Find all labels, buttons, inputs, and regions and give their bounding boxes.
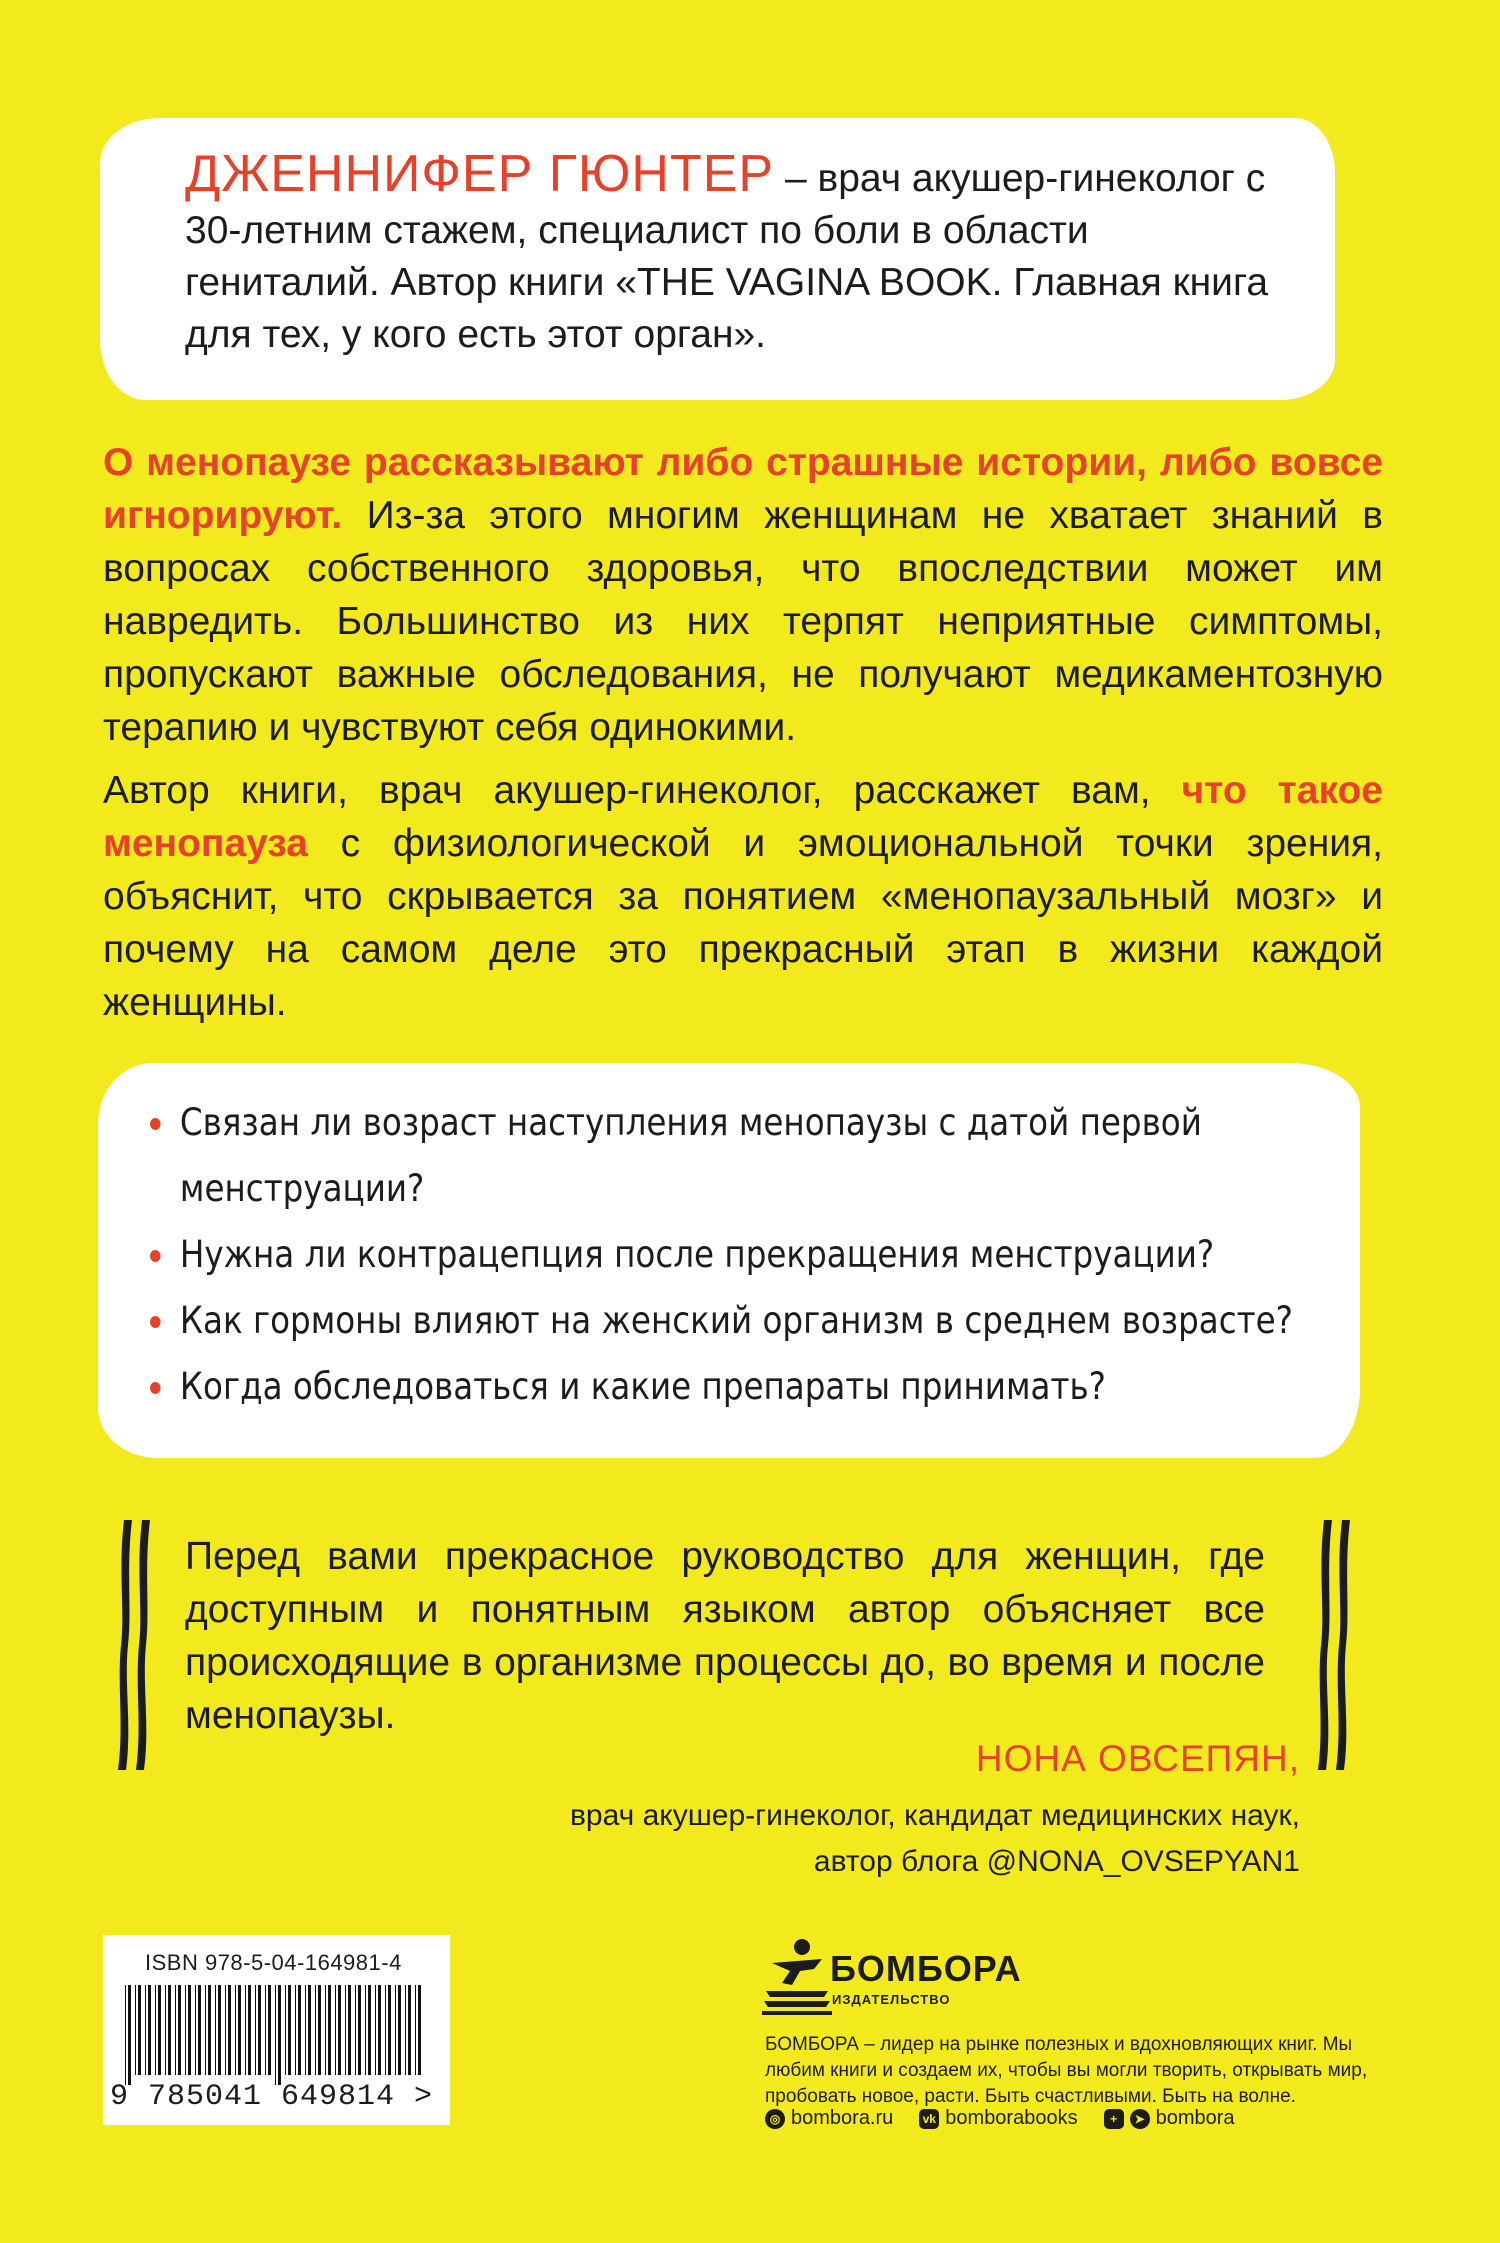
paragraph-1-highlight: О менопаузе рассказывают либо страшные истории, либо вовсе игнорируют. [103,441,1383,537]
paragraph-2-highlight: что такое менопауза [103,769,1383,865]
plus-icon: + [1104,2109,1124,2129]
website-link[interactable] [765,2107,893,2130]
question-item: Нужна ли контрацепция после прекращения менструации? [150,1222,1320,1288]
publisher-description: БОМБОРА – лидер на рынке полезных и вдохновляющих книг. Мы любим книги и создаем их, чтобы вы могли творить, открывать мир, пробовать новое, расти. Быть счастливыми. Быть на волне. [765,2034,1368,2107]
quote-close-icon [1318,1520,1352,1770]
globe-icon: ◎ [765,2109,785,2129]
review-author: НОНА ОВСЕПЯН, [975,1738,1300,1779]
description-paragraph-1 [103,436,1383,754]
description-paragraph-2 [103,764,1383,1029]
author-bio: – врач акушер-гинеколог с 30-летним стажем, специалист по боли в области гениталий. Автор книги «THE VAGINA BOOK. Главная книга для тех, у кого есть этот орган». [185,157,1269,356]
questions-list [150,1090,1320,1420]
question-item: Связан ли возраст наступления менопаузы с датой первой менструации? [150,1090,1320,1222]
telegram-icon: ➤ [1130,2109,1150,2129]
publisher-subtitle: ИЗДАТЕЛЬСТВО [832,1992,951,2007]
question-item: Как гормоны влияют на женский организм в среднем возрасте? [150,1288,1320,1354]
publisher-name: БОМБОРА [830,1948,1022,1989]
website-link-label: bombora.ru [791,2107,894,2129]
paragraph-2-after: с физиологической и эмоциональной точки зрения, объяснит, что скрывается за понятием «менопаузальный мозг» и почему на самом деле это прекрасный этап в жизни каждой женщины. [103,822,1383,1024]
vk-link[interactable] [919,2107,1077,2130]
author-info-text [185,145,1285,361]
paragraph-2-before: Автор книги, врач акушер-гинеколог, расскажет вам, [103,769,1182,812]
isbn-label: ISBN 978-5-04-164981-4 [145,1950,402,1975]
review-quote-text: Перед вами прекрасное руководство для женщин, где доступным и понятным языком автор объясняет все происходящие в организме процессы до, во время и после менопаузы. [185,1535,1265,1737]
paragraph-1-text: Из-за этого многим женщинам не хватает знаний в вопросах собственного здоровья, что впоследствии может им навредить. Большинство из них терпят неприятные симптомы, пропускают важные обследования, не получают медикаментозную терапию и чувствуют себя одинокими. [103,494,1383,749]
barcode-graphic [125,1985,425,2085]
quote-open-icon [118,1520,152,1770]
vk-link-label: bomborabooks [945,2107,1078,2129]
review-author-role [570,1793,1300,1885]
publisher-logo-icon [762,1935,832,2015]
vk-icon: vk [919,2109,939,2129]
social-link-label: bombora [1155,2107,1235,2129]
review-role-line: врач акушер-гинеколог, кандидат медицинских наук, [569,1799,1300,1832]
review-blog-line: автор блога @NONA_OVSEPYAN1 [813,1845,1300,1878]
publisher-links [765,2107,1235,2130]
question-item: Когда обследоваться и какие препараты принимать? [150,1354,1320,1420]
isbn-digits: 9 785041 649814 > [110,2080,434,2114]
author-name: ДЖЕННИФЕР ГЮНТЕР [185,145,775,203]
social-link[interactable] [1104,2107,1235,2130]
